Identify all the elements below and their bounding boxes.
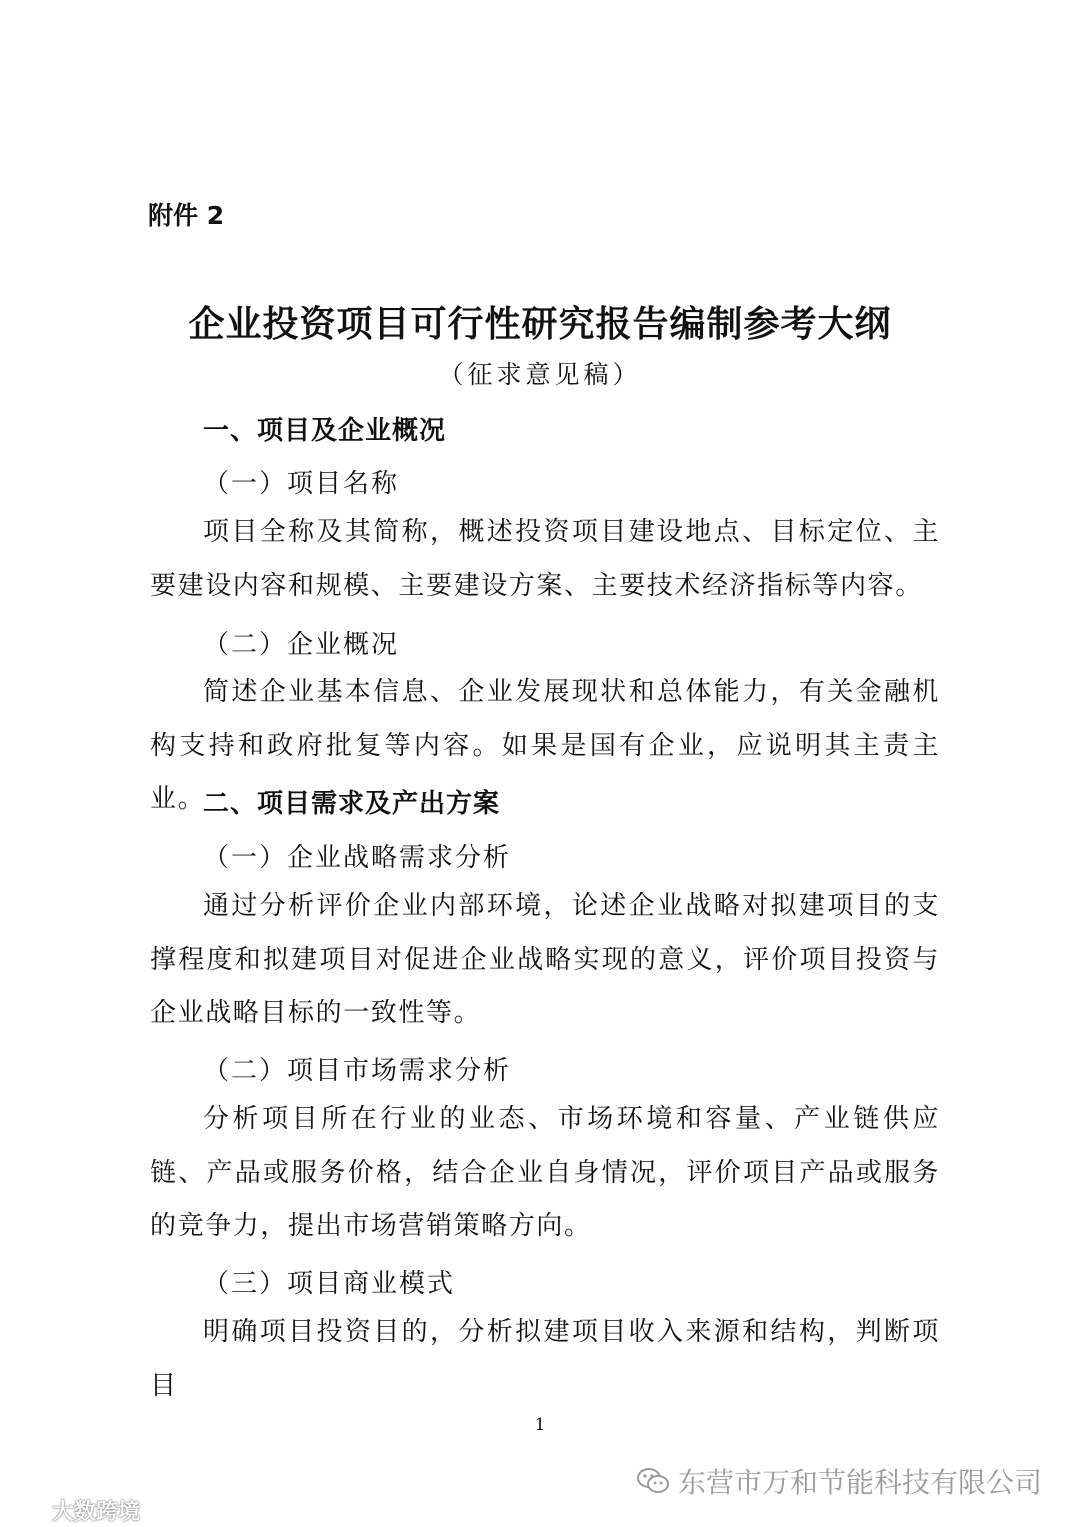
brand-logo-icon (8, 1500, 48, 1522)
section-heading-1: 一、项目及企业概况 (203, 416, 447, 446)
page-number: 1 (534, 1415, 546, 1435)
paragraph-1-2: 简述企业基本信息、企业发展现状和总体能力，有关金融机构支持和政府批复等内容。如果是国有企业，应说明其主责主业。 (150, 677, 940, 814)
paragraph-2-3: 明确项目投资目的，分析拟建项目收入来源和结构，判断项目 (150, 1317, 940, 1401)
subsection-heading-2-2: （二）项目市场需求分析 (203, 1056, 512, 1086)
paragraph-2-2: 分析项目所在行业的业态、市场环境和容量、产业链供应链、产品或服务价格，结合企业自身情况，评价项目产品或服务的竞争力，提出市场营销策略方向。 (150, 1104, 940, 1241)
company-watermark-text: 东营市万和节能科技有限公司 (677, 1466, 1042, 1499)
subsection-heading-2-1: （一）企业战略需求分析 (203, 843, 512, 873)
platform-watermark (8, 1495, 140, 1526)
paragraph-2-1: 通过分析评价企业内部环境，论述企业战略对拟建项目的支撑程度和拟建项目对促进企业战略实现的意义，评价项目投资与企业战略目标的一致性等。 (150, 891, 940, 1028)
paragraph-1-1: 项目全称及其简称，概述投资项目建设地点、目标定位、主要建设内容和规模、主要建设方案、主要技术经济指标等内容。 (150, 517, 940, 601)
subsection-heading-1-2: （二）企业概况 (203, 630, 400, 660)
wechat-icon (636, 1466, 670, 1496)
document-subtitle: （征求意见稿） (438, 360, 642, 389)
company-watermark (636, 1461, 1042, 1501)
section-heading-2: 二、项目需求及产出方案 (203, 789, 501, 819)
subsection-heading-2-3: （三）项目商业模式 (203, 1269, 456, 1299)
subsection-heading-1-1: （一）项目名称 (203, 469, 400, 499)
document-title: 企业投资项目可行性研究报告编制参考大纲 (188, 304, 892, 345)
attachment-label: 附件 2 (148, 201, 225, 230)
platform-watermark-text: 大数跨境 (52, 1500, 141, 1525)
